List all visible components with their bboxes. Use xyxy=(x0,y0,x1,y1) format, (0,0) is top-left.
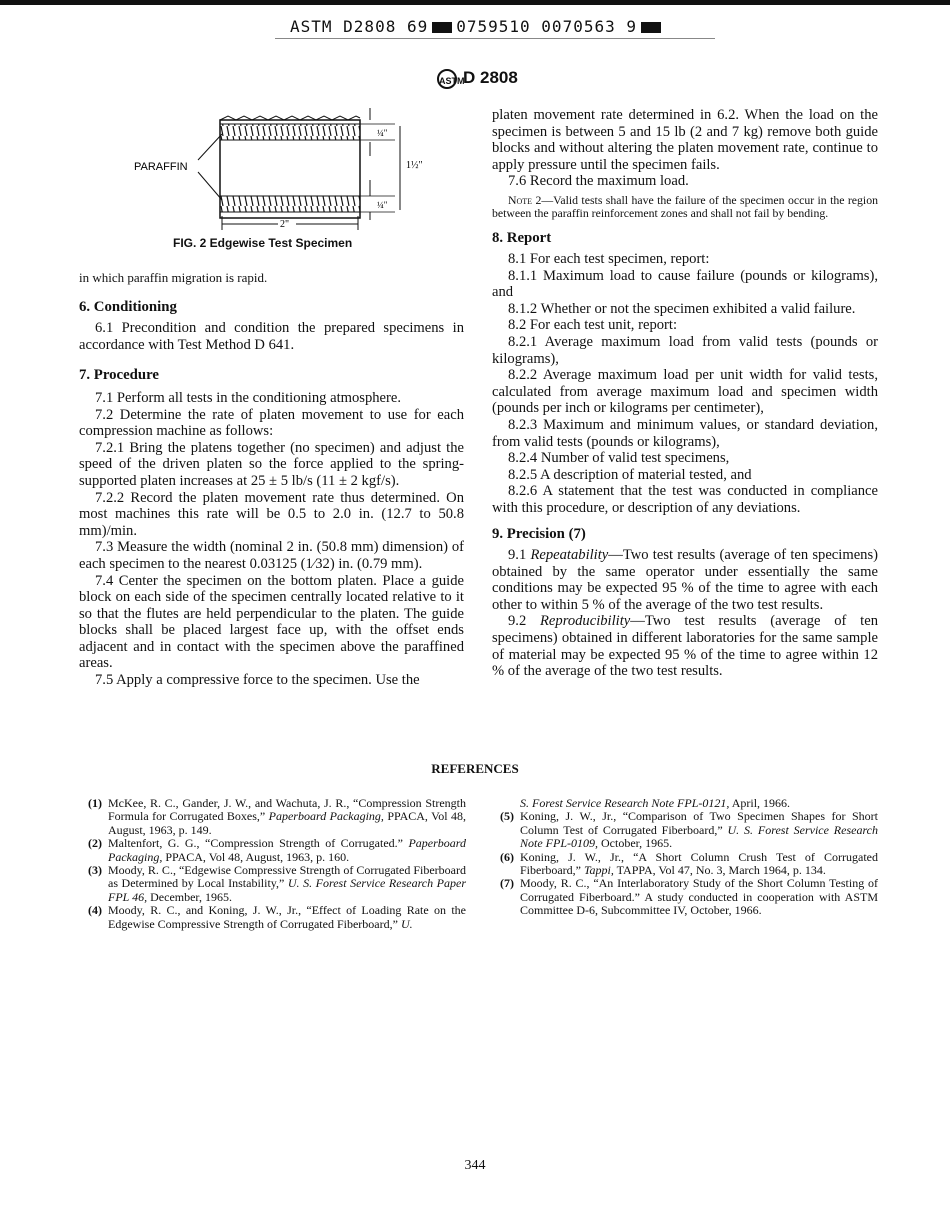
para-7-6: 7.6 Record the maximum load. xyxy=(508,173,689,190)
para-7-2-2: 7.2.2 Record the platen movement rate thus determined. On most machines this rate will be 0.5 to 2.0 in. (12.7 to 50.8 mm)/min. xyxy=(79,489,464,539)
top-rule xyxy=(0,0,950,5)
references-title: REFERENCES xyxy=(431,761,519,776)
ref-text xyxy=(108,837,466,864)
para-8-2-3: 8.2.3 Maximum and minimum values, or standard deviation, from valid tests (pounds or kilograms), xyxy=(492,416,878,450)
section-8-title: 8. Report xyxy=(492,230,552,247)
reference-7 xyxy=(500,877,878,917)
references-left xyxy=(88,797,466,931)
ref-journal: U. S. Forest Service Research Note FPL-0109, xyxy=(520,822,879,851)
para-9-1-text: —Two test results (average of ten specimens) obtained by the same operator under essentially the same conditions may be expected 95 % of the time to agree with each other to within 5 % of the average of the two test results. xyxy=(492,547,879,613)
header-underline xyxy=(275,38,715,39)
intro-line: in which paraffin migration is rapid. xyxy=(79,270,268,285)
designation-text: D 2808 xyxy=(463,68,518,87)
ref-text xyxy=(520,797,878,810)
para-8-2-6: 8.2.6 A statement that the test was conducted in compliance with this procedure, or description of any deviations. xyxy=(492,483,878,516)
note-label: Note 2 xyxy=(508,192,542,207)
black-block xyxy=(641,22,661,33)
reproducibility-term: Reproducibility xyxy=(540,613,631,630)
reference-4 xyxy=(88,904,466,931)
reference-5 xyxy=(500,810,878,850)
ref-number: (7) xyxy=(500,876,514,891)
ref-details: December, 1965. xyxy=(147,889,232,904)
ref-journal: Tappi, xyxy=(583,863,614,878)
para-6-1: 6.1 Precondition and condition the prepared specimens in accordance with Test Method D 641. xyxy=(79,320,464,353)
edgewise-specimen-figure xyxy=(130,106,430,232)
ref-text xyxy=(520,810,878,850)
section-9-title: 9. Precision (7) xyxy=(492,526,586,543)
ref-journal: Paperboard Packaging, xyxy=(108,836,466,864)
reference-3 xyxy=(88,864,466,904)
ref-authors: Moody, R. C., and Koning, J. W., Jr., “Effect of Loading Rate on the Edgewise Compressive Strength of Corrugated Fiberboard,” xyxy=(108,903,466,931)
ref-authors: McKee, R. C., Gander, J. W., and Wachuta, J. R., “Compression Strength Formula for Corrugated Boxes,” xyxy=(108,796,466,824)
para-9-2 xyxy=(492,613,878,679)
ref-authors: Moody, R. C., “Edgewise Compressive Strength of Corrugated Fiberboard as Determined by Local Instability,” xyxy=(108,863,466,891)
ref-text xyxy=(520,851,878,878)
figure-caption: FIG. 2 Edgewise Test Specimen xyxy=(173,236,353,250)
note-2 xyxy=(492,194,878,220)
ref-number: (1) xyxy=(88,796,102,810)
para-8-2-1: 8.2.1 Average maximum load from valid tests (pounds or kilograms), xyxy=(492,333,878,367)
page-number: 344 xyxy=(464,1158,486,1173)
ref-number: (3) xyxy=(88,863,102,878)
left-column xyxy=(79,270,464,689)
para-8-2: 8.2 For each test unit, report: xyxy=(508,317,678,334)
ref-text: Moody, R. C., “An Interlaboratory Study of the Short Column Testing of Corrugated Fiberboard.” A study conducted in cooperation with ASTM Committee D-6, Subcommittee IV, October, 1966. xyxy=(520,876,878,918)
astm-header-code xyxy=(290,17,665,36)
para-9-2-text: —Two test results (average of ten specimens) obtained in different laboratories for the same sample of material may be expected 95 % of the time to agree within 12 % of the average of the two test results. xyxy=(492,613,878,680)
references-right xyxy=(500,797,878,918)
ref-journal: Paperboard Packaging, xyxy=(268,809,384,824)
ref-details: PPACA, Vol 48, August, 1963, p. 160. xyxy=(162,849,350,864)
ref-authors: Koning, J. W., Jr., “A Short Column Crush Test of Corrugated Fiberboard,” xyxy=(520,849,878,878)
para-8-2-4: 8.2.4 Number of valid test specimens, xyxy=(508,450,730,467)
ref-text xyxy=(108,797,466,837)
right-column xyxy=(492,107,878,680)
ref-authors: Koning, J. W., Jr., “Comparison of Two Specimen Shapes for Short Column Test of Corrugated Fiberboard,” xyxy=(520,809,878,837)
ref-details: April, 1966. xyxy=(729,796,791,810)
para-8-1: 8.1 For each test specimen, report: xyxy=(508,250,710,267)
para-7-3: 7.3 Measure the width (nominal 2 in. (50.8 mm) dimension) of each specimen to the nearest 0.03125 (1⁄32) in. (0.79 mm). xyxy=(79,539,464,572)
header-code-left: ASTM D2808 69 xyxy=(290,17,429,36)
section-6-title: 6. Conditioning xyxy=(79,298,177,315)
ref-details: TAPPA, Vol 47, No. 3, March 1964, p. 134. xyxy=(613,863,826,878)
continued-text: platen movement rate determined in 6.2. When the load on the specimen is between 5 and 15 lb (2 and 7 kg) remove both guide blocks and without altering the platen movement rate, continue to apply pressure until the specimen fails. xyxy=(492,107,878,173)
reference-4-continued xyxy=(500,797,878,810)
dim-width: 2" xyxy=(280,219,290,230)
paraffin-leader-lines xyxy=(198,134,222,200)
dim-height: 1½" xyxy=(406,160,423,171)
para-7-1: 7.1 Perform all tests in the conditioning atmosphere. xyxy=(95,389,402,406)
ref-number: (4) xyxy=(88,903,102,918)
para-8-1-2: 8.1.2 Whether or not the specimen exhibited a valid failure. xyxy=(508,300,856,317)
para-8-2-2: 8.2.2 Average maximum load per unit width for valid tests, calculated from average maximum load and specimen width (pounds per inch or kilograms per centimeter), xyxy=(492,367,878,417)
dim-quarter-bottom: ¼" xyxy=(377,200,388,210)
specimen-body xyxy=(220,116,360,218)
ref-text xyxy=(108,864,466,904)
ref-details: PPACA, Vol 48, August, 1963, p. 149. xyxy=(108,809,467,837)
para-9-1-num: 9.1 xyxy=(508,547,531,564)
ref-journal: U. S. Forest Service Research Paper FPL 46, xyxy=(108,876,466,904)
ref-authors: Maltenfort, G. G., “Compression Strength of Corrugated.” xyxy=(108,836,409,851)
ref-details: October, 1965. xyxy=(598,836,673,851)
para-8-1-1: 8.1.1 Maximum load to cause failure (pounds or kilograms), and xyxy=(492,267,878,301)
para-9-2-num: 9.2 xyxy=(508,613,541,630)
ref-number: (6) xyxy=(500,849,514,864)
ref-number: (2) xyxy=(88,836,102,851)
para-7-4: 7.4 Center the specimen on the bottom platen. Place a guide block on each side of the specimen centrally located relative to it so that the flutes are held perpendicular to the platen. The guide blocks shall be placed largest face up, with the offset ends adjacent and in contact with the specimen above the paraffined areas. xyxy=(79,572,464,672)
repeatability-term: Repeatability xyxy=(530,547,609,564)
designation xyxy=(437,68,518,89)
reference-2 xyxy=(88,837,466,864)
reference-6 xyxy=(500,851,878,878)
paraffin-label: PARAFFIN xyxy=(134,161,188,173)
ref-journal: U. xyxy=(400,916,413,931)
header-code-right: 0759510 0070563 9 xyxy=(456,17,637,36)
ref-text xyxy=(108,904,466,931)
para-8-2-5: 8.2.5 A description of material tested, and xyxy=(508,466,752,483)
note-text: —Valid tests shall have the failure of the specimen occur in the region between the paraffin reinforcement zones and shall not fail by bending. xyxy=(492,192,878,221)
para-9-1 xyxy=(492,547,878,613)
ref-number: (5) xyxy=(500,809,514,824)
dim-quarter-top: ¼" xyxy=(377,128,388,138)
black-block xyxy=(432,22,452,33)
para-7-5: 7.5 Apply a compressive force to the specimen. Use the xyxy=(95,672,420,689)
reference-1 xyxy=(88,797,466,837)
astm-logo-icon: ASTM xyxy=(437,69,457,89)
section-7-title: 7. Procedure xyxy=(79,367,159,384)
ref-journal: S. Forest Service Research Note FPL-0121, xyxy=(520,796,730,810)
para-7-2-1: 7.2.1 Bring the platens together (no specimen) and adjust the speed of the driven platen so the force applied to the spring-supported platen increases at 25 ± 5 lb/s (11 ± 2 kgf/s). xyxy=(79,439,464,489)
para-7-2: 7.2 Determine the rate of platen movement to use for each compression machine as follows: xyxy=(79,406,464,440)
